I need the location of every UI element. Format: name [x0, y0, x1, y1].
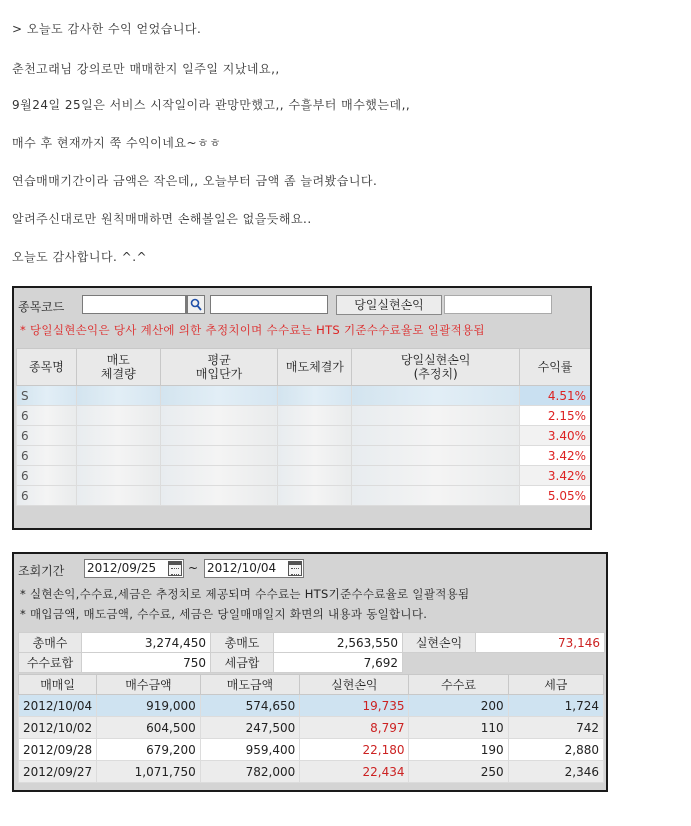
realized-pnl-cell: 22,180	[300, 739, 409, 761]
stock-name-cell: 6	[17, 466, 77, 486]
total-sell-label: 총매도	[211, 633, 274, 653]
post-line: 매수 후 현재까지 쭉 수익이네요~ㅎㅎ	[12, 136, 222, 150]
table-row[interactable]	[19, 761, 604, 783]
trade-date-cell: 2012/10/04	[19, 695, 97, 717]
return-rate-cell: 3.42%	[520, 466, 591, 486]
stock-code-combo[interactable]	[82, 295, 186, 314]
col-header[interactable]: 매도 체결량	[76, 349, 160, 386]
post-line: 오늘도 감사합니다. ^.^	[12, 250, 148, 264]
tax-cell: 742	[508, 717, 603, 739]
fee-cell: 110	[409, 717, 508, 739]
calendar-icon[interactable]	[288, 561, 302, 576]
return-rate-cell: 5.05%	[520, 486, 591, 506]
return-rate-cell: 2.15%	[520, 406, 591, 426]
col-header[interactable]: 매도체결가	[278, 349, 352, 386]
realized-label: 실현손익	[403, 633, 476, 653]
col-header[interactable]: 종목명	[17, 349, 77, 386]
realized-pnl-cell: 8,797	[300, 717, 409, 739]
day-pnl-value	[444, 295, 552, 314]
stock-name-cell: 6	[17, 486, 77, 506]
realized-pnl-cell: 19,735	[300, 695, 409, 717]
post-line: 알려주신대로만 원칙매매하면 손해볼일은 없을듯해요..	[12, 212, 312, 226]
fee-cell: 200	[409, 695, 508, 717]
search-button[interactable]	[187, 295, 205, 314]
period-row	[16, 558, 606, 580]
table-row[interactable]	[17, 446, 591, 466]
stock-name-cell: 6	[17, 446, 77, 466]
buy-amount-cell: 679,200	[97, 739, 201, 761]
date-separator: ~	[188, 561, 199, 575]
col-header[interactable]: 실현손익	[300, 675, 409, 695]
post-line: 춘천고래님 강의로만 매매한지 일주일 지났네요,,	[12, 62, 280, 76]
summary-table	[18, 632, 605, 673]
tax-cell: 2,880	[508, 739, 603, 761]
period-summary-panel	[12, 552, 608, 792]
col-header[interactable]: 평균 매입단가	[160, 349, 278, 386]
table-row[interactable]	[17, 386, 591, 406]
tax-sum-value: 7,692	[274, 653, 403, 673]
day-pnl-button[interactable]: 당일실현손익	[336, 295, 442, 315]
buy-amount-cell: 604,500	[97, 717, 201, 739]
table-row[interactable]	[19, 717, 604, 739]
stock-name-field[interactable]	[210, 295, 328, 314]
return-rate-cell: 4.51%	[520, 386, 591, 406]
stock-code-row	[16, 294, 592, 316]
sell-amount-cell: 782,000	[200, 761, 299, 783]
col-header[interactable]: 당일실현손익 (추정치)	[352, 349, 520, 386]
table-row[interactable]	[17, 426, 591, 446]
realized-value: 73,146	[476, 633, 605, 653]
fee-sum-value: 750	[82, 653, 211, 673]
date-from-value: 2012/09/25	[87, 561, 157, 575]
table-row[interactable]	[17, 406, 591, 426]
return-rate-cell: 3.42%	[520, 446, 591, 466]
trade-date-cell: 2012/09/27	[19, 761, 97, 783]
trade-date-cell: 2012/09/28	[19, 739, 97, 761]
col-header[interactable]: 매도금액	[200, 675, 299, 695]
date-to-field[interactable]	[204, 559, 304, 578]
sell-amount-cell: 574,650	[200, 695, 299, 717]
post-line: > 오늘도 감사한 수익 얻었습니다.	[12, 22, 202, 36]
table-row[interactable]	[17, 486, 591, 506]
trade-date-cell: 2012/10/02	[19, 717, 97, 739]
post-line: 9월24일 25일은 서비스 시작일이라 관망만했고,, 수흘부터 매수했는데,,	[12, 98, 411, 112]
stock-name-cell: S	[17, 386, 77, 406]
sell-amount-cell: 247,500	[200, 717, 299, 739]
col-header[interactable]: 세금	[508, 675, 603, 695]
trade-header-row	[19, 675, 604, 695]
buy-amount-cell: 919,000	[97, 695, 201, 717]
buy-amount-cell: 1,071,750	[97, 761, 201, 783]
period-label: 조회기간	[18, 564, 65, 578]
col-header[interactable]: 수익률	[520, 349, 591, 386]
summary-note: * 매입금액, 매도금액, 수수료, 세금은 당일매매일지 화면의 내용과 동일합니다.	[20, 607, 428, 621]
stock-code-label: 종목코드	[18, 300, 65, 314]
calendar-icon[interactable]	[168, 561, 182, 576]
daily-pnl-panel	[12, 286, 592, 530]
col-header[interactable]: 매수금액	[97, 675, 201, 695]
total-buy-value: 3,274,450	[82, 633, 211, 653]
search-icon	[190, 298, 202, 311]
summary-note: * 실현손익,수수료,세금은 추정치로 제공되며 수수료는 HTS기준수수료율로 일괄적용됨	[20, 587, 470, 601]
total-buy-label: 총매수	[19, 633, 82, 653]
fee-cell: 190	[409, 739, 508, 761]
realized-pnl-cell: 22,434	[300, 761, 409, 783]
post-line: 연습매매기간이라 금액은 작은데,, 오늘부터 금액 좀 늘려봤습니다.	[12, 174, 378, 188]
table-row[interactable]	[19, 739, 604, 761]
date-from-field[interactable]	[84, 559, 184, 578]
total-sell-value: 2,563,550	[274, 633, 403, 653]
trade-history-table	[18, 674, 604, 783]
fee-sum-label: 수수료합	[19, 653, 82, 673]
pnl-header-row	[17, 349, 591, 386]
col-header[interactable]: 매매일	[19, 675, 97, 695]
stock-name-cell: 6	[17, 426, 77, 446]
table-row[interactable]	[17, 466, 591, 486]
fee-cell: 250	[409, 761, 508, 783]
table-row[interactable]	[19, 695, 604, 717]
date-to-value: 2012/10/04	[207, 561, 277, 575]
pnl-note: * 당일실현손익은 당사 계산에 의한 추정치이며 수수료는 HTS 기준수수료율로 일괄적용됩	[20, 323, 485, 337]
stock-name-cell: 6	[17, 406, 77, 426]
pnl-table	[16, 348, 591, 506]
tax-cell: 2,346	[508, 761, 603, 783]
tax-cell: 1,724	[508, 695, 603, 717]
return-rate-cell: 3.40%	[520, 426, 591, 446]
col-header[interactable]: 수수료	[409, 675, 508, 695]
tax-sum-label: 세금합	[211, 653, 274, 673]
sell-amount-cell: 959,400	[200, 739, 299, 761]
